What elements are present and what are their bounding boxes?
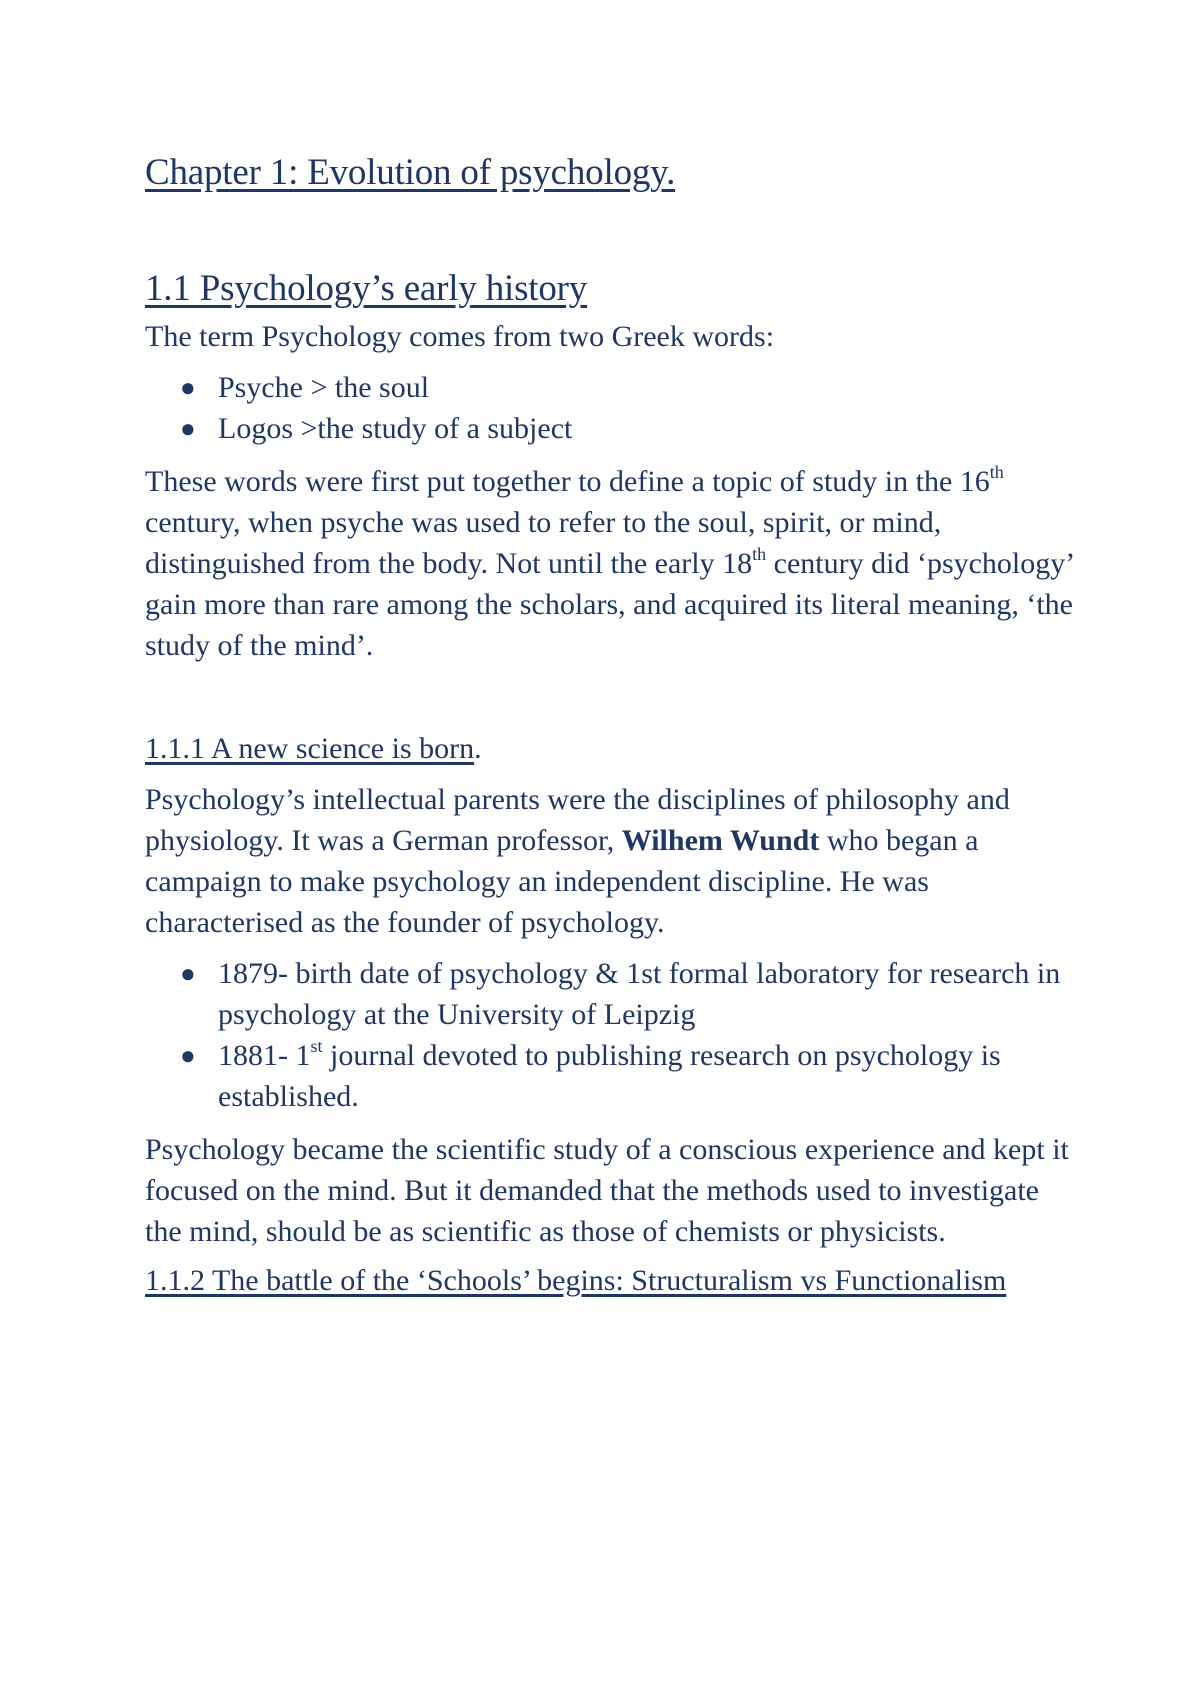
section-1-1-paragraph <box>145 461 1075 666</box>
paragraph-text: These words were first put together to define a topic of study in the 16 <box>145 465 990 498</box>
chapter-title: Chapter 1: Evolution of psychology. <box>145 152 676 193</box>
list-item <box>180 408 1075 449</box>
list-item <box>180 953 1075 1035</box>
superscript: st <box>310 1036 323 1056</box>
bullet-icon: ● <box>180 373 196 402</box>
paragraph-text: Psychology’s intellectual parents were the disciplines of philosophy and physiology. It was a German professor, <box>145 783 1010 857</box>
subsection-title-text: 1.1.1 A new science is born <box>145 732 475 765</box>
list-item-text: 1879- birth date of psychology & 1st formal laboratory for research in psychology at the University of Leipzig <box>218 957 1061 1031</box>
section-1-1-intro: The term Psychology comes from two Greek words: <box>145 320 775 353</box>
section-1-1-1-paragraph-1 <box>145 779 1075 943</box>
section-title-1-1: 1.1 Psychology’s early history <box>145 268 588 309</box>
bullet-icon: ● <box>180 414 196 443</box>
paragraph-text: century did ‘psychology’ gain more than rare among the scholars, and acquired its literal meaning, ‘the study of the mind’. <box>145 547 1074 662</box>
bold-name: Wilhem Wundt <box>621 824 820 857</box>
paragraph-text: who began a campaign to make psychology an independent discipline. He was characterised as the founder of psychology. <box>145 824 979 939</box>
subsection-title-text: 1.1.2 The battle of the ‘Schools’ begins: Structuralism vs Functionalism <box>145 1264 1007 1297</box>
section-title-1-1-2 <box>145 1260 1075 1301</box>
list-item-text: Psyche > the soul <box>218 371 430 404</box>
list-item <box>180 367 1075 408</box>
bullet-icon: ● <box>180 959 196 988</box>
list-item-text: journal devoted to publishing research on psychology is established. <box>218 1039 1001 1113</box>
greek-words-list <box>145 367 1075 449</box>
list-item <box>180 1035 1075 1117</box>
section-title-1-1-1 <box>145 728 1075 769</box>
superscript: th <box>989 462 1004 482</box>
bullet-icon: ● <box>180 1041 196 1070</box>
section-1-1-1-paragraph-2: Psychology became the scientific study of a conscious experience and kept it focused on the mind. But it demanded that the methods used to investigate the mind, should be as scientific as those of chemists or physicists. <box>145 1133 1069 1248</box>
list-item-text: Logos >the study of a subject <box>218 412 573 445</box>
subsection-title-suffix: . <box>474 732 482 765</box>
paragraph-text: century, when psyche was used to refer to the soul, spirit, or mind, distinguished from the body. Not until the early 18 <box>145 506 942 580</box>
list-item-text: 1881- 1 <box>218 1039 311 1072</box>
document-page <box>145 150 1075 1301</box>
milestones-list <box>145 953 1075 1117</box>
superscript: th <box>752 544 767 564</box>
